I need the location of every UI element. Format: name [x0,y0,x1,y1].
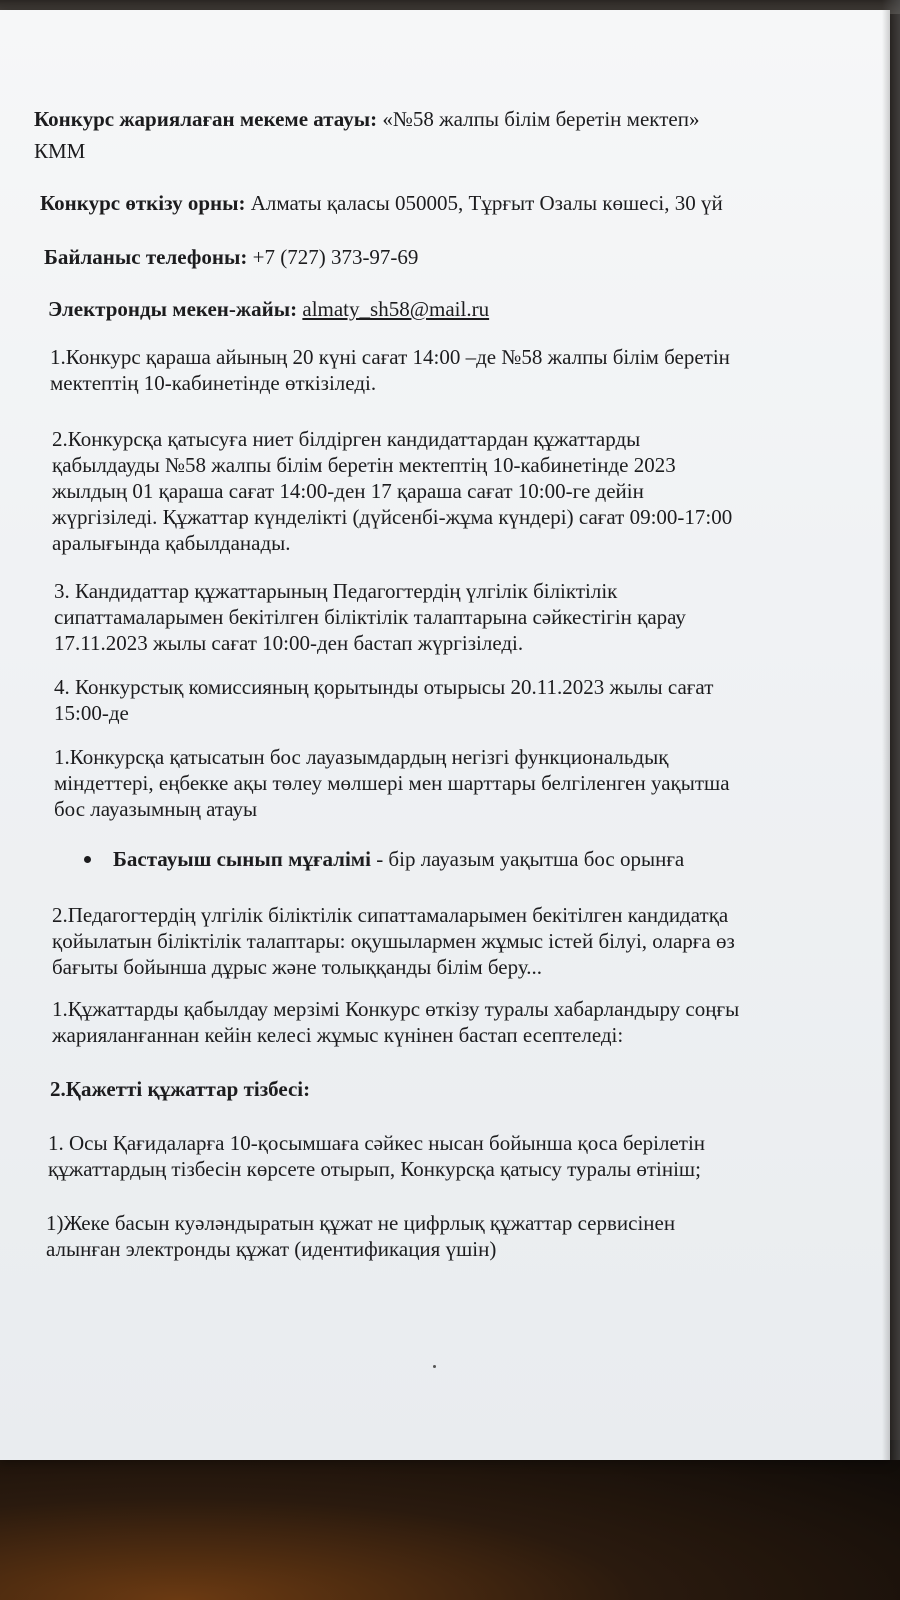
email-label: Электронды мекен-жайы: [48,297,298,321]
paragraph-line: 4. Конкурстық комиссияның қорытынды отырысы 20.11.2023 жылы сағат [54,675,714,699]
organization-label: Конкурс жариялаған мекеме атауы: [34,107,378,131]
paragraph-line: жылдың 01 қараша сағат 14:00-ден 17 қараша сағат 10:00-ге дейін [52,479,644,503]
paragraph-line: алынған электронды құжат (идентификация үшін) [46,1237,497,1261]
phone-value: +7 (727) 373-97-69 [252,245,419,269]
paragraph-line: 2.Педагогтердің үлгілік біліктілік сипаттамаларымен бекітілген кандидатқа [52,903,729,927]
paragraph-8 [48,1130,705,1182]
paragraph-line: 1.Конкурсқа қатысатын бос лауазымдардың негізгі функциональдық [54,745,669,769]
paragraph-line: 1. Осы Қағидаларға 10-қосымшаға сәйкес нысан бойынша қоса берілетін [48,1131,706,1155]
position-title: Бастауыш сынып мұғалімі [113,847,371,871]
position-detail: - бір лауазым уақытша бос орынға [370,847,685,871]
paragraph-4 [54,674,713,726]
paragraph-6 [52,902,735,980]
position-bullet [84,846,684,872]
organization-value: «№58 жалпы білім беретін мектеп» [382,107,700,131]
paragraph-line: 2.Конкурсқа қатысуға ниет білдірген кандидаттардан құжаттарды [52,427,641,451]
paragraph-line: қабылдауды №58 жалпы білім беретін мектептің 10-кабинетінде 2023 [52,453,676,477]
paragraph-9 [46,1210,675,1262]
venue-line [40,190,723,216]
paragraph-line: құжаттардың тізбесін көрсете отырып, Конкурсқа қатысу туралы өтініш; [48,1157,701,1181]
organization-value-cont: КММ [34,139,86,163]
paragraph-line: қойылатын біліктілік талаптары: оқушылармен жұмыс істей білуі, оларға өз [52,929,735,953]
paragraph-5 [54,744,730,822]
venue-label: Конкурс өткізу орны: [40,191,246,215]
paragraph-line: 1)Жеке басын куәләндыратын құжат не цифрлық құжаттар сервисінен [46,1211,676,1235]
paragraph-line: 1.Құжаттарды қабылдау мерзімі Конкурс өткізу туралы хабарландыру соңғы [52,997,740,1021]
paragraph-line: мектептің 10-кабинетінде өткізіледі. [50,371,377,395]
paragraph-1 [50,344,730,396]
phone-label: Байланыс телефоны: [44,245,248,269]
paragraph-line: міндеттері, еңбекке ақы төлеу мөлшері мен шарттары белгіленген уақытша [54,771,730,795]
documents-heading: 2.Қажетті құжаттар тізбесі: [50,1077,311,1101]
paragraph-2 [52,426,732,556]
paragraph-7 [52,996,739,1048]
paragraph-3 [54,578,686,656]
venue-value: Алматы қаласы 050005, Тұрғыт Озалы көшесі, 30 үй [250,191,723,215]
paragraph-line: 1.Конкурс қараша айының 20 күні сағат 14:00 –де №58 жалпы білім беретін [50,345,730,369]
background-table-surface [0,1440,900,1600]
paragraph-line: жүргізіледі. Құжаттар күнделікті (дүйсенбі-жұма күндері) сағат 09:00-17:00 [52,505,733,529]
email-line [48,296,489,322]
page-edge-shadow [882,0,900,1460]
paragraph-line: бос лауазымның атауы [54,797,258,821]
document-page [0,10,890,1460]
paper-speck [433,1365,436,1368]
paragraph-line: сипаттамаларымен бекітілген біліктілік талаптарына сәйкестігін қарау [54,605,686,629]
paragraph-line: 15:00-де [54,701,129,725]
paragraph-line: бағыты бойынша дұрыс және толыққанды білім беру... [52,955,542,979]
paragraph-line: аралығында қабылданады. [52,531,291,555]
email-link[interactable]: almaty_sh58@mail.ru [302,297,490,321]
paragraph-line: 17.11.2023 жылы сағат 10:00-ден бастап жүргізіледі. [54,631,524,655]
bullet-icon [84,856,91,863]
paragraph-line: 3. Кандидаттар құжаттарының Педагогтердің үлгілік біліктілік [54,579,618,603]
organization-line [34,106,699,132]
paragraph-line: жарияланғаннан кейін келесі жұмыс күнінен бастап есептеледі: [52,1023,624,1047]
phone-line [44,244,418,270]
